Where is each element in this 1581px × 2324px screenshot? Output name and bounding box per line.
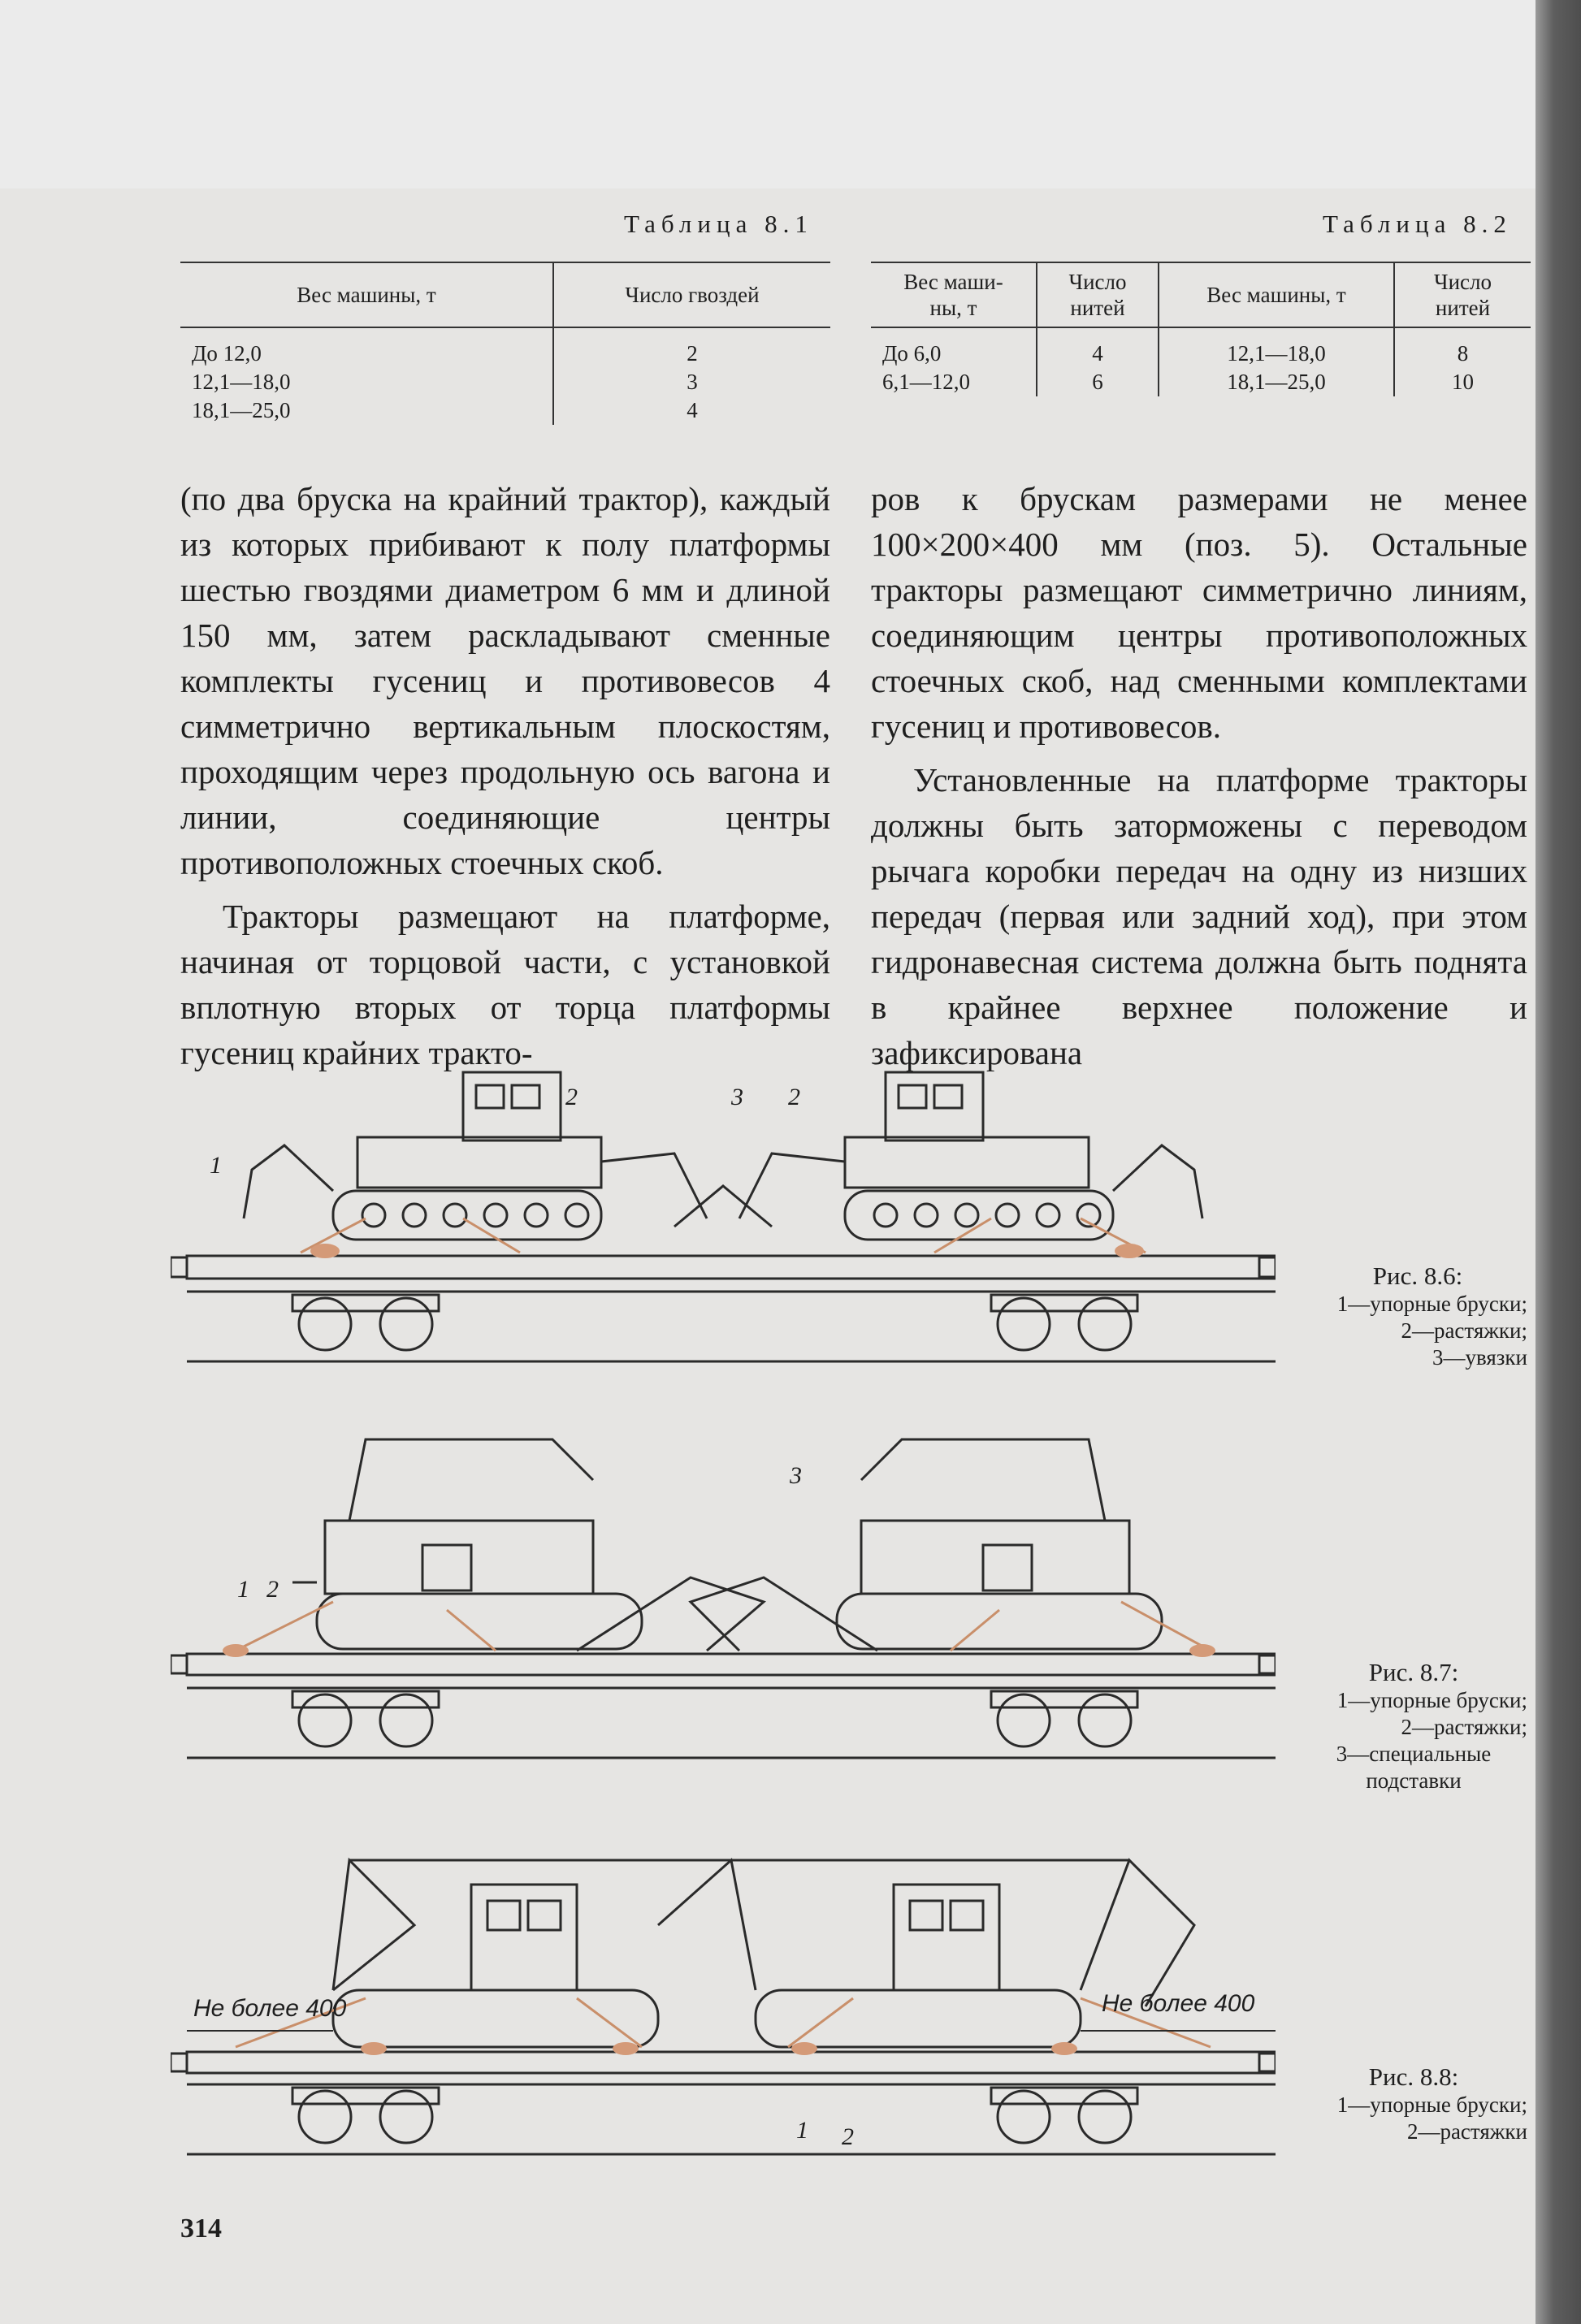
table-cell: 18,1—25,0 xyxy=(1159,368,1394,396)
paragraph: ров к брускам размерами не менее 100×200×400 мм (поз. 5). Остальные тракторы размещают симметрично линиям, соединяющим центры противоположных стоечных скоб, над сменными комплектами гусениц и противовесов. xyxy=(871,480,1527,745)
callout-label: 1 xyxy=(237,1576,249,1603)
callout-label: 2 xyxy=(788,1084,800,1110)
figure-title: Рис. 8.7: xyxy=(1368,1658,1459,1686)
text-column-left xyxy=(180,476,830,1075)
table-cell: 4 xyxy=(553,396,830,425)
table-header-cell: Число гвоздей xyxy=(553,262,830,327)
callout-label: 3 xyxy=(731,1084,743,1110)
table-header-cell: Число нитей xyxy=(1394,262,1531,327)
dimension-label: Не более 400 xyxy=(193,1995,347,2022)
table-cell: До 6,0 xyxy=(882,341,942,366)
legend-item: 2—растяжки; xyxy=(1401,1715,1527,1739)
legend-item: 1—упорные бруски; xyxy=(1336,1688,1527,1712)
figure-title: Рис. 8.6: xyxy=(1372,1262,1463,1290)
figure-8-8-caption xyxy=(1300,2063,1527,2145)
table-8-1 xyxy=(180,262,830,425)
table-cell: До 12,0 xyxy=(192,341,262,366)
table-cell: 10 xyxy=(1394,368,1531,396)
legend-item: 1—упорные бруски; xyxy=(1336,2092,1527,2117)
callout-label: 2 xyxy=(565,1084,578,1110)
table-cell: 8 xyxy=(1394,340,1531,368)
table-header-cell: Вес маши- ны, т xyxy=(871,262,1037,327)
table-cell: 12,1—18,0 xyxy=(192,370,291,394)
paragraph: Установленные на платформе тракторы должны быть заторможены с переводом рычага коробки передач на одну из низших передач (первая или задний ход), при этом гидронавесная система должна быть поднята в крайнее верхнее положение и зафиксирована xyxy=(871,761,1527,1071)
callout-label: 1 xyxy=(210,1152,222,1179)
scan-binding-edge xyxy=(1536,0,1581,2324)
table-cell: 4 xyxy=(1037,340,1159,368)
table-cell: 2 xyxy=(553,340,830,368)
figure-8-6 xyxy=(171,1048,1276,1381)
legend-item: 1—упорные бруски; xyxy=(1336,1292,1527,1316)
legend-item: 3—специальные xyxy=(1336,1742,1492,1766)
legend-item: подставки xyxy=(1366,1768,1462,1793)
table-cell: 6,1—12,0 xyxy=(882,370,970,394)
table-cell: 6 xyxy=(1037,368,1159,396)
callout-label: 2 xyxy=(266,1576,279,1603)
table-cell: 3 xyxy=(553,368,830,396)
figure-title: Рис. 8.8: xyxy=(1368,2062,1459,2091)
paragraph: (по два бруска на крайний трактор), каждый из которых прибивают к полу платформы шестью гвоздями диаметром 6 мм и длиной 150 мм, затем раскладывают сменные комплекты гусениц и противовесов 4 симметрично вертикальным плоскостям, проходящим через продольную ось вагона и линии, соединяющие центры противоположных стоечных скоб. xyxy=(180,480,830,881)
legend-item: 3—увязки xyxy=(1432,1345,1527,1370)
figure-8-7-caption xyxy=(1300,1659,1527,1794)
callout-label: 1 xyxy=(796,2117,808,2144)
figure-8-8 xyxy=(171,1828,1276,2169)
legend-item: 2—растяжки xyxy=(1406,2119,1527,2144)
text-column-right xyxy=(871,476,1527,1075)
scan-top-margin xyxy=(0,0,1536,188)
table-8-2-caption: Таблица 8.2 xyxy=(1323,210,1512,238)
figure-8-6-caption xyxy=(1308,1262,1527,1371)
table-8-2 xyxy=(871,262,1531,396)
callout-label: 2 xyxy=(842,2123,854,2150)
table-header-cell: Вес машины, т xyxy=(180,262,553,327)
callout-label: 3 xyxy=(790,1462,802,1489)
table-cell: 12,1—18,0 xyxy=(1159,340,1394,368)
figure-8-7 xyxy=(171,1423,1276,1772)
dimension-label: Не более 400 xyxy=(1102,1990,1255,2017)
figure-8-7-drawing xyxy=(171,1423,1276,1772)
table-header-cell: Вес машины, т xyxy=(1159,262,1394,327)
figure-8-6-drawing xyxy=(171,1048,1276,1381)
page-number: 314 xyxy=(180,2214,222,2244)
table-header-cell: Число нитей xyxy=(1037,262,1159,327)
paragraph: Тракторы размещают на платформе, начиная от торцовой части, с установкой вплотную вторых от торца платформы гусениц крайних тракто- xyxy=(180,898,830,1071)
legend-item: 2—растяжки; xyxy=(1401,1318,1527,1343)
table-8-1-caption: Таблица 8.1 xyxy=(624,210,813,238)
table-cell: 18,1—25,0 xyxy=(192,398,291,422)
